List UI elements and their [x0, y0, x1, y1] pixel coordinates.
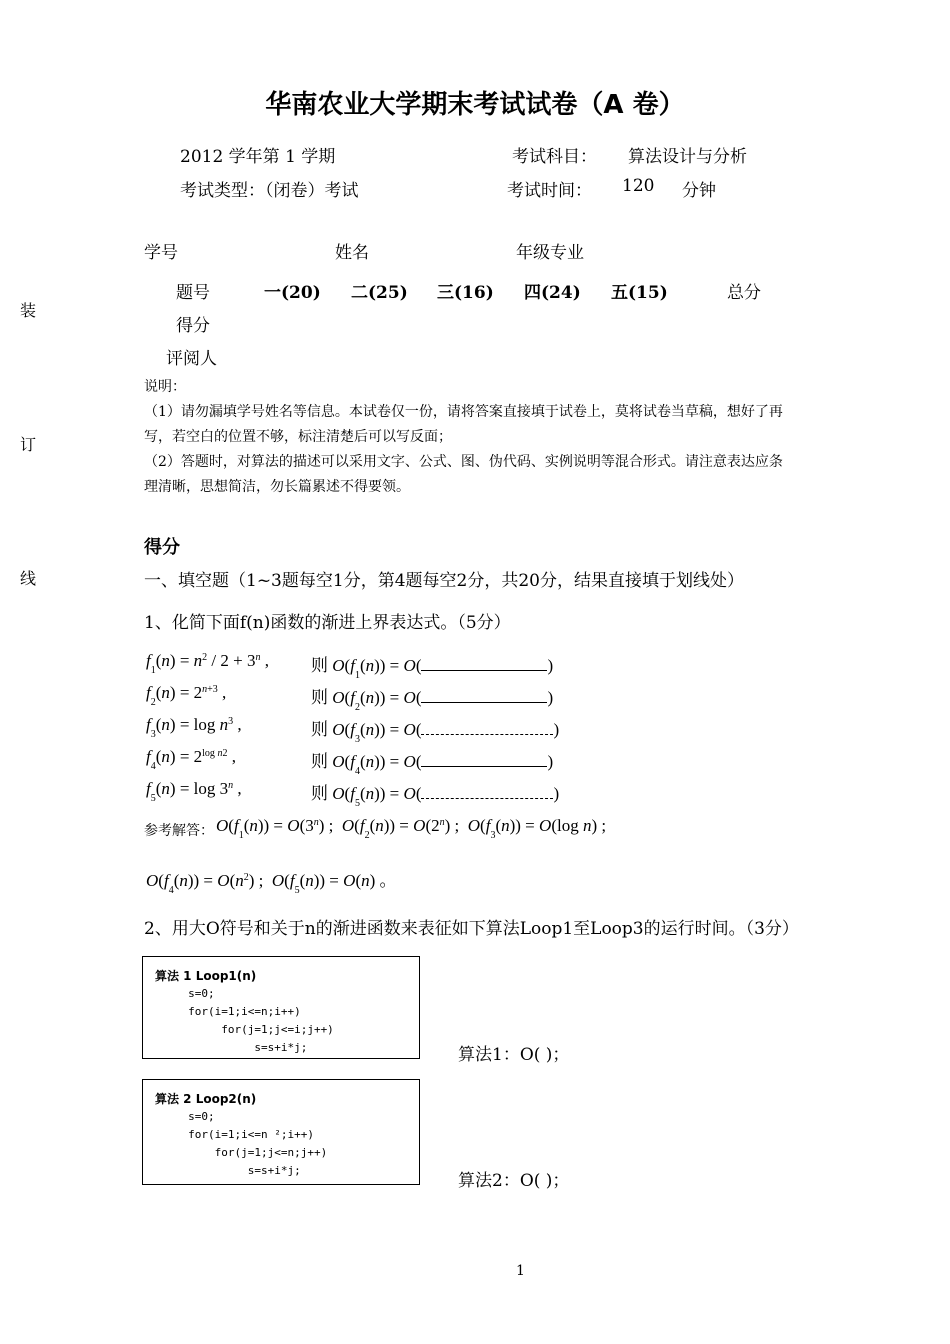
score-col-3: 三(16)	[437, 283, 494, 303]
formula-f4: $f_4(n) = 2^{log n2}$ ,	[146, 747, 236, 772]
answer-label: 参考解答：	[144, 823, 214, 839]
question-1: 1、化简下面f(n)函数的渐进上界表达式。（5分）	[144, 613, 511, 633]
score-row-label: 题号	[176, 283, 210, 303]
blank-5[interactable]: 则 $O(f_5(n)) = O$( )	[311, 784, 560, 809]
time-unit: 分钟	[682, 181, 716, 201]
section-score-label: 得分	[144, 537, 180, 558]
answer-line-2: $O(f_4(n)) = O(n^2)$ ; $O(f_5(n)) = O(n)$ 。	[146, 871, 397, 896]
algorithm-1-answer[interactable]: 算法1：O( )；	[458, 1045, 570, 1065]
student-name-label: 姓名	[335, 243, 369, 263]
student-id-label: 学号	[144, 243, 178, 263]
semester: 2012 学年第 1 学期	[180, 147, 336, 167]
subject: 算法设计与分析	[628, 147, 747, 167]
grader-label: 评阅人	[166, 349, 217, 369]
question-2: 2、用大O符号和关于n的渐进函数来表征如下算法Loop1至Loop3的运行时间。（3分）	[144, 919, 799, 939]
formula-f3: $f_3(n) = \log n^3$ ,	[146, 715, 242, 740]
binding-mark-2: 订	[20, 435, 37, 454]
algorithm-2-answer[interactable]: 算法2：O( )；	[458, 1171, 570, 1191]
notes-line-2a: （2）答题时，对算法的描述可以采用文字、公式、图、伪代码、实例说明等混合形式。请注意表达应条	[144, 454, 783, 470]
notes-line-2b: 理清晰，思想简洁，勿长篇累述不得要领。	[144, 479, 410, 495]
blank-2[interactable]: 则 $O(f_2(n)) = O$( )	[311, 688, 554, 713]
algorithm-2-code: s=0; for(i=1;i<=n ²;i++) for(j=1;j<=n;j++) s=s+i*j;	[188, 1110, 328, 1177]
formula-f5: $f_5(n) = \log 3^n$ ,	[146, 779, 242, 804]
page-number: 1	[516, 1263, 525, 1279]
binding-mark-1: 装	[20, 301, 37, 320]
answer-line-1: $O(f_1(n)) = O(3^n)$ ; $O(f_2(n)) = O(2^n)$ ; $O(f_3(n)) = O(\log$ n) ;	[216, 816, 607, 841]
section-heading: 一、填空题（1~3题每空1分，第4题每空2分，共20分，结果直接填于划线处）	[144, 571, 744, 591]
score-col-total: 总分	[727, 283, 761, 303]
algorithm-2-box	[142, 1079, 420, 1185]
algorithm-2-title: 算法 2 Loop2(n)	[155, 1092, 257, 1106]
score-col-2: 二(25)	[351, 283, 408, 303]
score-col-1: 一(20)	[264, 283, 321, 303]
student-major-label: 年级专业	[516, 243, 584, 263]
time-value: 120	[622, 176, 655, 196]
algorithm-1-code: s=0; for(i=1;i<=n;i++) for(j=1;j<=i;j++) s=s+i*j;	[188, 987, 334, 1054]
score-col-5: 五(15)	[611, 283, 668, 303]
blank-1[interactable]: 则 $O(f_1(n)) = O$( )	[311, 656, 554, 681]
algorithm-1-box	[142, 956, 420, 1059]
binding-mark-3: 线	[20, 569, 37, 588]
score-label: 得分	[176, 316, 210, 336]
exam-type: 考试类型：（闭卷）考试	[180, 181, 359, 201]
score-col-4: 四(24)	[524, 283, 581, 303]
blank-3[interactable]: 则 $O(f_3(n)) = O$( )	[311, 720, 560, 745]
algorithm-1-title: 算法 1 Loop1(n)	[155, 969, 257, 983]
formula-f1: $f_1(n) = n^2 / 2 + 3^n$ ,	[146, 651, 269, 676]
subject-label: 考试科目：	[512, 147, 597, 167]
formula-f2: $f_2(n) = 2^{n+3}$ ,	[146, 683, 227, 708]
blank-4[interactable]: 则 $O(f_4(n)) = O$( )	[311, 752, 554, 777]
notes-line-1b: 写，若空白的位置不够，标注清楚后可以写反面；	[144, 429, 452, 445]
exam-title: 华南农业大学期末考试试卷（A 卷）	[265, 90, 685, 120]
time-label: 考试时间：	[507, 181, 592, 201]
notes-title: 说明：	[144, 379, 186, 395]
notes-line-1a: （1）请勿漏填学号姓名等信息。本试卷仅一份，请将答案直接填于试卷上，莫将试卷当草稿，想好了再	[144, 404, 783, 420]
